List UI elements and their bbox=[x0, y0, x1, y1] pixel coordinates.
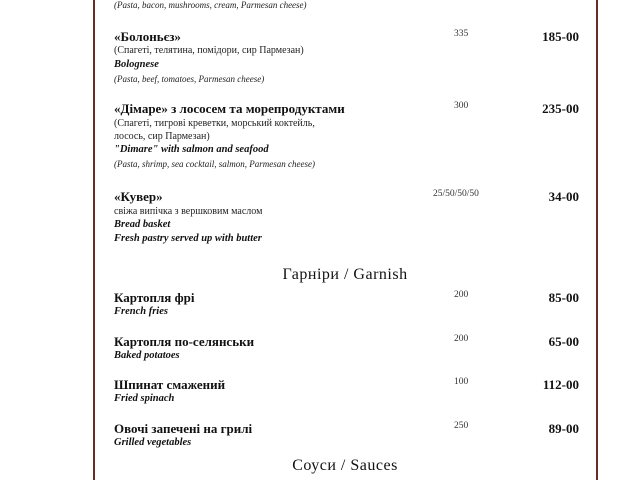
item-note-en: (Pasta, shrimp, sea cocktail, salmon, Parmesan cheese) bbox=[114, 159, 315, 169]
item-name: «Болоньєз» bbox=[114, 29, 181, 44]
item-price: 85-00 bbox=[548, 290, 579, 305]
item-weight: 200 bbox=[454, 290, 469, 300]
item-description-ua: свіжа випічка з вершковим маслом bbox=[114, 206, 263, 217]
menu-frame-left-border bbox=[93, 0, 95, 480]
item-name-en: Bread basket bbox=[114, 219, 171, 230]
item-description-ua: (Спагеті, тигрові креветки, морський коктейль, bbox=[114, 118, 315, 129]
item-weight: 300 bbox=[454, 101, 469, 111]
item-name-en: Fried spinach bbox=[114, 393, 175, 404]
previous-item-note: (Pasta, bacon, mushrooms, cream, Parmesan cheese) bbox=[114, 0, 307, 10]
section-title-garnish: Гарніри / Garnish bbox=[282, 266, 408, 283]
menu-frame-right-border bbox=[596, 0, 598, 480]
item-name-en: Bolognese bbox=[114, 59, 159, 70]
item-weight: 335 bbox=[454, 29, 469, 39]
item-name-en: Grilled vegetables bbox=[114, 437, 192, 448]
item-price: 65-00 bbox=[548, 334, 579, 349]
item-weight: 100 bbox=[454, 377, 469, 387]
item-name-en: Fresh pastry served up with butter bbox=[114, 233, 262, 244]
item-price: 89-00 bbox=[548, 421, 579, 436]
item-weight: 25/50/50/50 bbox=[433, 189, 479, 199]
section-title-sauces: Соуси / Sauces bbox=[292, 457, 398, 474]
item-price: 185-00 bbox=[542, 29, 579, 44]
item-weight: 250 bbox=[454, 421, 469, 431]
item-name: «Кувер» bbox=[114, 189, 163, 204]
item-name-en: Baked potatoes bbox=[114, 350, 180, 361]
item-name-en: French fries bbox=[114, 306, 168, 317]
item-note-en: (Pasta, beef, tomatoes, Parmesan cheese) bbox=[114, 74, 265, 84]
item-weight: 200 bbox=[454, 334, 469, 344]
item-name-en: "Dimare" with salmon and seafood bbox=[114, 144, 269, 155]
item-price: 112-00 bbox=[542, 377, 579, 392]
item-name: Овочі запечені на грилі bbox=[114, 421, 253, 436]
item-name: «Дімаре» з лососем та морепродуктами bbox=[114, 101, 345, 116]
item-price: 235-00 bbox=[542, 101, 579, 116]
item-name: Шпинат смажений bbox=[114, 377, 226, 392]
item-description-ua: лосось, сир Пармезан) bbox=[114, 131, 210, 142]
item-name: Картопля фрі bbox=[114, 290, 195, 305]
item-description-ua: (Спагеті, телятина, помідори, сир Пармезан) bbox=[114, 45, 304, 56]
item-name: Картопля по-селянськи bbox=[114, 334, 255, 349]
item-price: 34-00 bbox=[548, 189, 579, 204]
